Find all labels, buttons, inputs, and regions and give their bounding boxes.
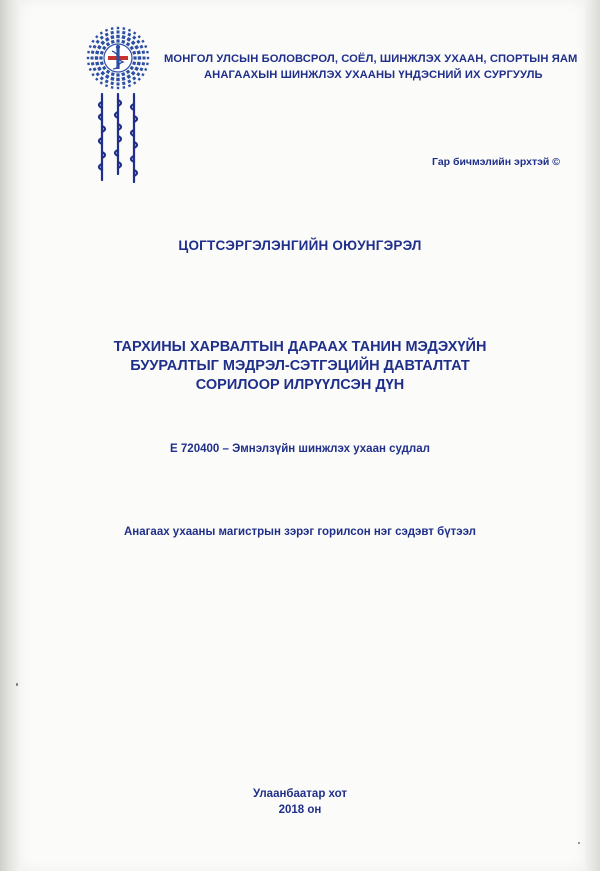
emblem-ray-square bbox=[131, 40, 136, 45]
emblem-ray-square bbox=[136, 40, 140, 44]
emblem-ray-square bbox=[105, 29, 108, 32]
emblem-ray-square bbox=[97, 66, 102, 71]
emblem-ray-square bbox=[142, 62, 146, 66]
thesis-title bbox=[0, 338, 600, 395]
emblem-ray-square bbox=[132, 76, 136, 80]
emblem-ray-square bbox=[131, 71, 136, 76]
emblem-ray-square bbox=[100, 61, 104, 65]
degree-statement: Анагаах ухааны магистрын зэрэг горилсон нэг сэдэвт бүтээл bbox=[123, 526, 476, 538]
emblem-ray-square bbox=[91, 73, 94, 76]
emblem-ray-square bbox=[93, 67, 97, 71]
emblem-ray-square bbox=[134, 66, 139, 71]
emblem-ray-square bbox=[91, 40, 94, 43]
university-name: АНАГААХЫН ШИНЖЛЭХ УХААНЫ ҮНДЭСНИЙ ИХ СУРГУУЛЬ bbox=[204, 69, 543, 81]
emblem-ray-square bbox=[144, 45, 147, 48]
emblem-ray-square bbox=[128, 84, 131, 87]
emblem-ray-square bbox=[127, 79, 131, 83]
city-name: Улаанбаатар хот bbox=[252, 788, 348, 800]
emblem-ray-square bbox=[133, 31, 136, 34]
emblem-ray-square bbox=[117, 83, 120, 86]
emblem-ray-square bbox=[121, 72, 125, 76]
emblem-ray-square bbox=[105, 33, 109, 37]
emblem-ray-square bbox=[102, 66, 106, 70]
place-and-year bbox=[0, 786, 600, 818]
emblem-ray-square bbox=[132, 61, 136, 65]
emblem-ray-square bbox=[116, 39, 119, 42]
emblem-ray-square bbox=[121, 77, 125, 81]
emblem-ray-square bbox=[100, 51, 104, 55]
emblem-ray-square bbox=[138, 35, 141, 38]
emblem-ray-square bbox=[126, 37, 131, 42]
author-name: ЦОГТСЭРГЭЛЭНГИЙН ОЮУНГЭРЭЛ bbox=[178, 238, 422, 253]
emblem-ray-square bbox=[96, 72, 100, 76]
emblem-ray-square bbox=[137, 50, 141, 54]
emblem-ray-square bbox=[89, 45, 92, 48]
emblem-ray-square bbox=[106, 70, 110, 74]
emblem-ray-square bbox=[116, 35, 119, 38]
emblem-ray-square bbox=[133, 56, 136, 59]
emblem-ray-square bbox=[126, 70, 130, 74]
emblem-ray-square bbox=[132, 51, 136, 55]
emblem-ray-square bbox=[93, 45, 97, 49]
emblem-ray-square bbox=[100, 31, 103, 34]
specialty-code: Е 720400 – Эмнэлзүйн шинжлэх ухаан судлал bbox=[170, 443, 430, 455]
emblem-ray-square bbox=[133, 81, 136, 84]
emblem-ray-square bbox=[106, 42, 110, 46]
emblem-ray-square bbox=[95, 61, 99, 65]
copyright-notice: Гар бичмэлийн эрхтэй © bbox=[432, 156, 560, 168]
emblem-ray-square bbox=[111, 40, 115, 44]
emblem-ray-square bbox=[141, 73, 144, 76]
emblem-ray-square bbox=[105, 74, 110, 79]
emblem-ray-square bbox=[132, 36, 136, 40]
emblem-ray-square bbox=[91, 50, 95, 54]
emblem-ray-square bbox=[144, 68, 147, 71]
emblem-ray-square bbox=[126, 74, 131, 79]
emblem-ray-square bbox=[122, 27, 125, 30]
emblem-ray-square bbox=[87, 57, 89, 59]
emblem-ray-square bbox=[127, 33, 131, 37]
scan-right-edge bbox=[585, 0, 600, 871]
emblem-ray-square bbox=[121, 35, 125, 39]
emblem-ray-square bbox=[91, 57, 94, 60]
emblem-ray-square bbox=[99, 56, 102, 59]
emblem-ray-square bbox=[142, 50, 146, 54]
emblem-ray-square bbox=[116, 78, 119, 81]
emblem-ray-square bbox=[95, 35, 98, 38]
emblem-ray-square bbox=[100, 40, 105, 45]
emblem-ray-square bbox=[105, 37, 110, 42]
emblem-ray-square bbox=[128, 29, 131, 32]
emblem-ray-square bbox=[122, 86, 125, 89]
emblem-ray-square bbox=[97, 45, 102, 50]
emblem-ray-square bbox=[146, 62, 149, 65]
ministry-name: МОНГОЛ УЛСЫН БОЛОВСРОЛ, СОЁЛ, ШИНЖЛЭХ УХААН, СПОРТЫН ЯАМ bbox=[164, 53, 578, 65]
emblem-ray-square bbox=[138, 56, 141, 59]
scan-speck bbox=[578, 842, 580, 844]
emblem-ray-square bbox=[87, 62, 90, 65]
emblem-ray-square bbox=[139, 45, 143, 49]
emblem-ray-square bbox=[137, 61, 141, 65]
emblem-ray-square bbox=[110, 82, 114, 86]
year: 2018 он bbox=[278, 804, 322, 816]
emblem-ray-square bbox=[100, 71, 105, 76]
emblem-ray-square bbox=[110, 35, 114, 39]
emblem-ray-square bbox=[130, 46, 134, 50]
emblem-ray-square bbox=[138, 78, 141, 81]
emblem-ray-square bbox=[134, 45, 139, 50]
emblem-ray-square bbox=[117, 27, 119, 29]
emblem-ray-square bbox=[146, 51, 149, 54]
emblem-ray-square bbox=[141, 40, 144, 43]
emblem-ray-square bbox=[147, 57, 149, 59]
emblem-ray-square bbox=[95, 78, 98, 81]
emblem-ray-square bbox=[89, 68, 92, 71]
emblem-ray-square bbox=[111, 86, 114, 89]
emblem-ray-square bbox=[96, 40, 100, 44]
emblem-ray-square bbox=[105, 79, 109, 83]
university-emblem-icon bbox=[86, 26, 150, 90]
thesis-title-line: ТАРХИНЫ ХАРВАЛТЫН ДАРААХ ТАНИН МЭДЭХҮЙН bbox=[113, 339, 487, 355]
emblem-ray-square bbox=[87, 51, 90, 54]
emblem-ray-square bbox=[139, 67, 143, 71]
emblem-ray-square bbox=[136, 72, 140, 76]
emblem-ray-square bbox=[95, 50, 99, 54]
emblem-ray-square bbox=[122, 31, 126, 35]
thesis-title-line: БУУРАЛТЫГ МЭДРЭЛ-СЭТГЭЦИЙН ДАВТАЛТАТ bbox=[130, 358, 470, 374]
emblem-ray-square bbox=[110, 31, 114, 35]
emblem-ray-square bbox=[102, 46, 106, 50]
mongolian-script-logo bbox=[92, 92, 150, 184]
emblem-ray-square bbox=[130, 66, 134, 70]
emblem-ray-square bbox=[143, 57, 146, 60]
emblem-ray-square bbox=[122, 82, 126, 86]
emblem-ray-square bbox=[100, 81, 103, 84]
scan-left-edge bbox=[0, 0, 20, 871]
emblem-ray-square bbox=[110, 77, 114, 81]
emblem-ray-square bbox=[116, 73, 119, 76]
scan-speck bbox=[16, 683, 18, 686]
emblem-ray-square bbox=[111, 27, 114, 30]
emblem-ray-square bbox=[111, 72, 115, 76]
emblem-ray-square bbox=[126, 42, 130, 46]
emblem-ray-square bbox=[100, 36, 104, 40]
emblem-ray-square bbox=[117, 87, 119, 89]
emblem-ray-square bbox=[95, 56, 98, 59]
emblem-ray-square bbox=[105, 84, 108, 87]
emblem-ray-square bbox=[121, 40, 125, 44]
thesis-title-line: СОРИЛООР ИЛРҮҮЛСЭН ДҮН bbox=[195, 377, 405, 393]
emblem-ray-square bbox=[100, 76, 104, 80]
emblem-ray-square bbox=[117, 31, 120, 34]
emblem-ray-square bbox=[91, 62, 95, 66]
